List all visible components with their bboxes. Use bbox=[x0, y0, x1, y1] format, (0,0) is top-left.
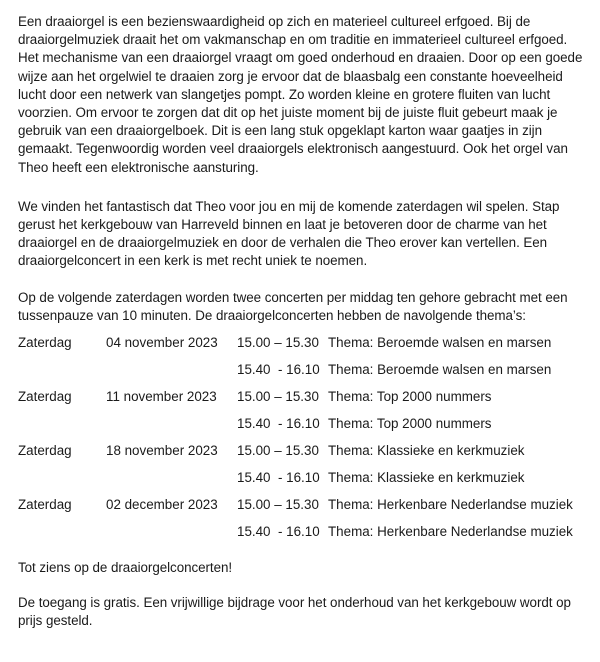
intro-paragraph: Een draaiorgel is een bezienswaardigheid op zich en materieel cultureel erfgoed. Bij de draaiorgelmuziek draait het om vakmanschap en om traditie en immaterieel cultureel erfgoed. Het mechanisme van een draaiorgel vraagt om goed onderhoud en draaien. Door op een goede wijze aan het orgelwiel te draaien zorg je ervoor dat de blaasbalg een constante hoeveelheid lucht door een netwerk van slangetjes pompt. Zo worden kleine en grotere fluiten van lucht voorzien. Om ervoor te zorgen dat dit op het juiste moment bij de juiste fluit gebeurt maak je gebruik van een draaiorgelboek. Dit is een lang stuk opgeklapt karton waar gaatjes in zijn gemaakt. Tegenwoordig worden veel draaiorgels elektronisch aangestuurd. Ook het orgel van Theo heeft een elektronische aansturing. bbox=[18, 14, 583, 175]
schedule-time: 15.00 – 15.30 bbox=[237, 335, 319, 351]
schedule-row bbox=[18, 496, 584, 514]
schedule-row bbox=[18, 469, 584, 487]
schedule-time: 15.00 – 15.30 bbox=[237, 497, 319, 513]
concert-schedule bbox=[18, 334, 584, 550]
schedule-date: 18 november 2023 bbox=[106, 443, 218, 459]
schedule-day: Zaterdag bbox=[18, 389, 72, 405]
schedule-day: Zaterdag bbox=[18, 335, 72, 351]
schedule-theme: Thema: Beroemde walsen en marsen bbox=[328, 335, 552, 351]
schedule-theme: Thema: Top 2000 nummers bbox=[328, 389, 492, 405]
closing-paragraph: Tot ziens op de draaiorgelconcerten! bbox=[18, 560, 233, 576]
schedule-row bbox=[18, 334, 584, 352]
schedule-theme: Thema: Klassieke en kerkmuziek bbox=[328, 470, 525, 486]
schedule-date: 04 november 2023 bbox=[106, 335, 218, 351]
entry-paragraph: De toegang is gratis. Een vrijwillige bijdrage voor het onderhoud van het kerkgebouw wordt op prijs gesteld. bbox=[18, 595, 571, 629]
schedule-date: 11 november 2023 bbox=[106, 389, 217, 405]
document-page bbox=[18, 13, 584, 631]
schedule-theme: Thema: Beroemde walsen en marsen bbox=[328, 362, 552, 378]
schedule-day: Zaterdag bbox=[18, 497, 72, 513]
schedule-row bbox=[18, 388, 584, 406]
schedule-date: 02 december 2023 bbox=[106, 497, 218, 513]
schedule-time: 15.00 – 15.30 bbox=[237, 443, 319, 459]
schedule-row bbox=[18, 361, 584, 379]
schedule-time: 15.40 - 16.10 bbox=[237, 416, 320, 432]
schedule-theme: Thema: Klassieke en kerkmuziek bbox=[328, 443, 525, 459]
schedule-theme: Thema: Herkenbare Nederlandse muziek bbox=[328, 497, 573, 513]
schedule-time: 15.00 – 15.30 bbox=[237, 389, 319, 405]
schedule-row bbox=[18, 415, 584, 433]
schedule-day: Zaterdag bbox=[18, 443, 72, 459]
schedule-theme: Thema: Herkenbare Nederlandse muziek bbox=[328, 524, 573, 540]
schedule-theme: Thema: Top 2000 nummers bbox=[328, 416, 492, 432]
schedule-time: 15.40 - 16.10 bbox=[237, 470, 320, 486]
invitation-paragraph: We vinden het fantastisch dat Theo voor jou en mij de komende zaterdagen wil spelen. Stap gerust het kerkgebouw van Harreveld binnen en laat je betoveren door de charme van het draaiorgel en de draaiorgelmuziek en door de verhalen die Theo erover kan vertellen. Een draaiorgelconcert in een kerk is met recht uniek te noemen. bbox=[18, 198, 560, 269]
schedule-intro-paragraph: Op de volgende zaterdagen worden twee concerten per middag ten gehore gebracht met een tussenpauze van 10 minuten. De draaiorgelconcerten hebben de navolgende thema’s: bbox=[18, 289, 568, 323]
schedule-row bbox=[18, 442, 584, 460]
schedule-time: 15.40 - 16.10 bbox=[237, 524, 320, 540]
schedule-row bbox=[18, 523, 584, 541]
schedule-time: 15.40 - 16.10 bbox=[237, 362, 320, 378]
